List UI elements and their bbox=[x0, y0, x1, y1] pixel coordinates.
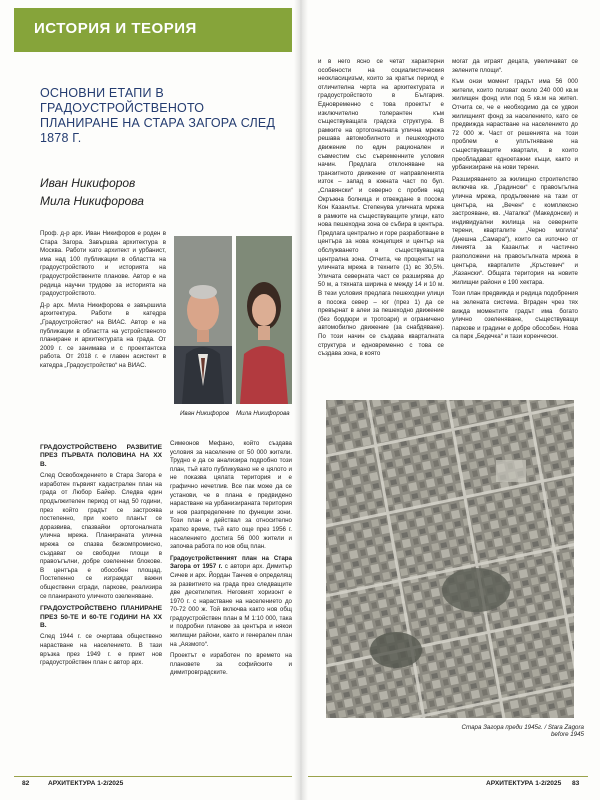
aerial-photo-stara-zagora bbox=[326, 400, 574, 718]
body-paragraph: Разширяването за жилищно строителство включва кв. „Градински“ с правоъгълна улична мрежа, продължение на тази от центъра, на „Вечен“ с комплексно застрояване, кв. „Чаталка“ (Македонски) и индивидуални жилища на северните терени, кварталите „Черно могила“ (днешна „Самара“), които са източно от линията за Казанлък и частично разположени на правоъгълната мрежа в центъра, кварталите „Кръстевич“ и „Казански“. Общата територия на новите жилищни райони е 190 хектара. bbox=[452, 175, 578, 286]
article-authors bbox=[40, 174, 144, 210]
footer-rule-left bbox=[14, 776, 292, 777]
article-title: ОСНОВНИ ЕТАПИ В ГРАДОУСТРОЙСТВЕНОТО ПЛАНИРАНЕ НА СТАРА ЗАГОРА СЛЕД 1878 Г. bbox=[40, 86, 276, 145]
footer-rule-right bbox=[308, 776, 588, 777]
author-name: Иван Никифоров bbox=[40, 176, 136, 190]
left-body-column-2 bbox=[170, 440, 292, 681]
section-heading: ГРАДОУСТРОЙСТВЕНО РАЗВИТИЕ ПРЕЗ ПЪРВАТА ПОЛОВИНА НА XX В. bbox=[40, 444, 162, 468]
section-heading: ГРАДОУСТРОЙСТВЕНО ПЛАНИРАНЕ ПРЕЗ 50-ТЕ И 60-ТЕ ГОДИНИ НА XX В. bbox=[40, 605, 162, 629]
bio-paragraph: Д-р арх. Мила Никифорова е завършила архитектура. Работи в катедра „Градоустройство“ на ВИАС. Автор е на публикации в областта на устройственото планиране и архитектурата на града. От 2009 г. се занимава и с проектантска работа. От 2018 г. е главен асистент в катедра „Градоустройство“ на ВИАС. bbox=[40, 301, 166, 369]
author-bio bbox=[40, 230, 166, 374]
page-spine bbox=[294, 0, 308, 800]
right-body-column-1 bbox=[318, 58, 444, 362]
author-photo-mila bbox=[236, 236, 292, 404]
body-paragraph: и в него ясно се четат характерни особености на социалистическия неокласицизъм, които за кратък период е отличителна черта на архитектурата и градоустройството в България. Едновременно с това проектът е изключително толерантен към съществуващата градска структура. В рамките на ортогоналната улична мрежа решава автомобилното и пешеходното движение по един рационален и съвместим със съвременните условия начин. Предлага отклоняване на транзитното движение от направленията изток – запад в южната част по бул. „Славянски“ и северно с пробив над Окръжна болница и отвеждане в посока Кон Казанлък. Степенува уличната мрежа в рамките на съществуващите улици, като нова пешеходна зона се събира в центъра. Предлага централно и горе разработване в центъра за нова концепция и център на обслужването в съществуващата централна зона. Отчита, че процентът на уличната мрежа в техните (1) вс 30,5%. Уличата северната част се разширява до 50 м, а тяхната ширина е между 14 и 10 м. В тези условия предлага пешеходни улици в посока север – юг (през 1) да се превърнат в алеи за пешеходно движение (без бордюри и тротоари) и ограничено автомобилно движение (за снабдяване). По този начин се създава кварталната структура и едновременно с това се създава зона, в която bbox=[318, 58, 444, 358]
left-body-column-1 bbox=[40, 440, 162, 671]
photo-caption-ivan: Иван Никифоров bbox=[180, 410, 230, 417]
author-photo-ivan bbox=[174, 236, 232, 404]
aerial-photo-caption: Стара Загора преди 1945г. / Stara Zagora before 1945 bbox=[461, 724, 584, 738]
page-number-right: 83 bbox=[572, 780, 580, 787]
page-number-left: 82 bbox=[22, 780, 30, 787]
section-label: ИСТОРИЯ И ТЕОРИЯ bbox=[34, 20, 197, 37]
body-paragraph: Симеонов Мефано, който създава условия за население от 50 000 жители. Трудно е да се анализира подробно този план, тъй като публикувано не е цялото и не показва цялата територия и е графично нечетлив. Все пак може да се установи, че в плана е предвидено нарастване на урбанизираната територия и нов разпределение по функции зони. Този план е действал за относително кратко време, тъй като още през 1956 г. населението достига 56 000 жители и започва работа по нов общ план. bbox=[170, 440, 292, 551]
body-paragraph: След 1944 г. се очертава обществено нарастване на населението. В тази връзка през 1949 г. е приет нов градоустройствен план с автор арх. bbox=[40, 633, 162, 667]
bio-paragraph: Проф. д-р арх. Иван Никифоров е роден в Стара Загора. Завършва архитектура в Москва. Работи като архитект и урбанист, има над 100 публикации в областта на градоустройството и историята на градоустройствените планове. Автор е на редица научни трудове за историята на градоустройството. bbox=[40, 230, 166, 298]
author-name: Мила Никифорова bbox=[40, 194, 144, 208]
footer-issue-right: АРХИТЕКТУРА 1-2/2025 bbox=[486, 780, 562, 787]
body-paragraph: с автори арх. Димитър Сичев и арх. Йордан Танчев е определящ за развитието на града през следващите две десетилетия. Неговият хоризонт е 1970 г. с нарастване на населението до 70-72 000 ж. Той включва както нов общ градоустройствен план в М 1:10 000, така и подробни планове за центъра и някои жилищни райони, както и генерален план на „Аязмото“. bbox=[170, 563, 292, 648]
footer-issue-left: АРХИТЕКТУРА 1-2/2025 bbox=[48, 780, 124, 787]
body-paragraph: могат да играят децата, увеличават се зелените площи“. bbox=[452, 58, 578, 74]
section-banner bbox=[14, 8, 292, 52]
right-body-column-2 bbox=[452, 58, 578, 345]
body-paragraph: Този план предвижда и редица подобрения на зелената система. Вграден чрез тях вижда моментите градът има богато улично озеленяване, съществуващи паркове и градини е добре обособен. Нова са парк „Бедечка“ и тази коренчески. bbox=[452, 290, 578, 341]
body-paragraph: Към онзи момент градът има 56 000 жители, които ползват около 240 000 кв.м жилищен фонд или под 5 кв.м на жител. Отчита се, че е необходимо да се удвои жилищният фонд за населението, като се предвижда нарастване на населението до 72 000 ж. Част от решенията на този проблем е уплътняване на съществуващите квартали, в които преобладават едноетажни къщи, както и урбанизиране на нови терени. bbox=[452, 78, 578, 172]
photo-caption-mila: Мила Никифорова bbox=[236, 410, 290, 417]
body-paragraph: След Освобождението в Стара Загора е изработен първият кадастрален план на града от Любор Байер. Следва един продължителен период от над 50 години, през който градът се застроява постепенно, при което планът се доразвива, спазвайки ортогоналната улична мрежа. Планираната улична мрежа се спазва безкомпромисно, създават се свободни площи в правоъгълни, добре озеленени блокове. В центъра е обособен площад. Постепенно се изграждат важни обществени сгради, паркове, реализира се планираното уличното озеленяване. bbox=[40, 472, 162, 600]
section-lead: Градоустройственият план на Стара Загора от 1957 г. bbox=[170, 554, 292, 571]
body-paragraph: Проектът е изработен по времето на плановете за софийските и димитровградските. bbox=[170, 652, 292, 677]
